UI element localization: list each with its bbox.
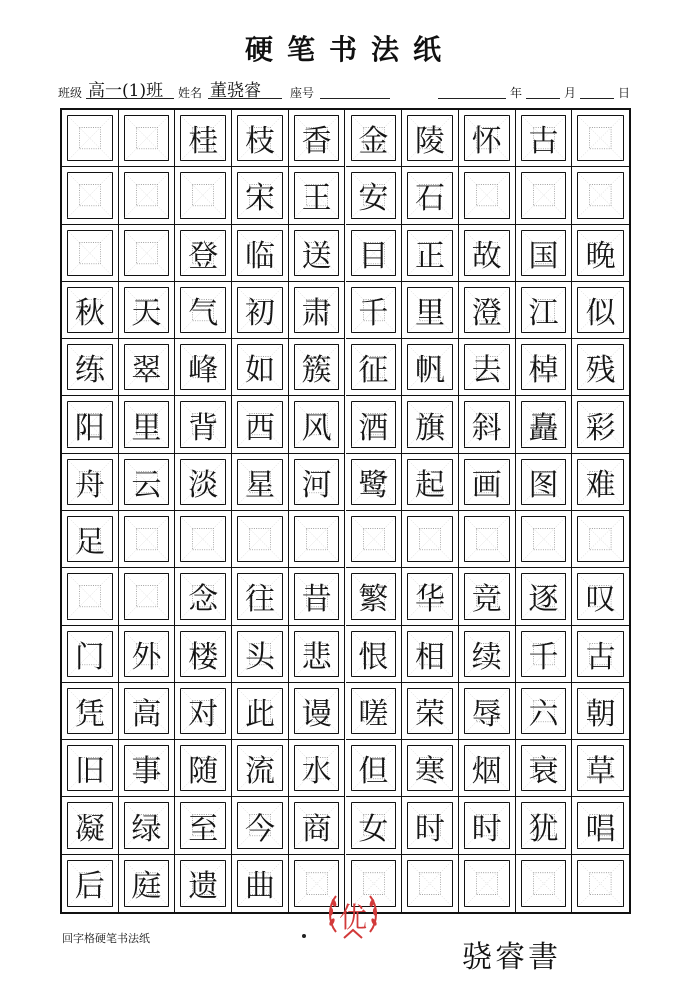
grid-cell: [402, 683, 459, 740]
grid-cell: [175, 396, 232, 453]
grid-character: 安: [358, 181, 389, 217]
grid-character: 商: [301, 811, 332, 847]
grid-character: 相: [415, 639, 446, 675]
grid-character: [516, 167, 572, 223]
grid-character: [119, 110, 175, 166]
grid-cell: [119, 282, 176, 339]
grid-cell: [516, 797, 573, 854]
grid-character: 悲: [301, 639, 332, 675]
grid-character: [119, 225, 175, 281]
grid-cell: [346, 797, 403, 854]
grid-cell: [516, 454, 573, 511]
grid-cell: [62, 167, 119, 224]
grid-character: 高: [131, 696, 162, 732]
grid-cell: [62, 225, 119, 282]
grid-character: 矗: [528, 410, 559, 446]
grid-cell: [232, 855, 289, 912]
grid-cell: [289, 683, 346, 740]
grid-cell: [62, 855, 119, 912]
grid-cell: [175, 797, 232, 854]
grid-character: 华: [415, 582, 446, 618]
grid-cell: [459, 740, 516, 797]
grid-cell: [402, 225, 459, 282]
grid-character: 念: [188, 582, 219, 618]
grid-cell: [346, 740, 403, 797]
grid-cell: [402, 396, 459, 453]
grid-cell: [289, 454, 346, 511]
grid-cell: [175, 740, 232, 797]
grid-character: [346, 511, 402, 567]
grid-cell: [119, 797, 176, 854]
grid-cell: [346, 225, 403, 282]
grid-character: 辱: [471, 696, 502, 732]
grid-character: 女: [358, 811, 389, 847]
grid-character: 叹: [585, 582, 616, 618]
grid-character: 鹭: [358, 467, 389, 503]
grid-character: 背: [188, 410, 219, 446]
grid-cell: [516, 511, 573, 568]
grid-cell: [346, 454, 403, 511]
grid-character: 时: [471, 811, 502, 847]
grid-cell: [572, 740, 629, 797]
grid-cell: [516, 568, 573, 625]
grid-cell: [572, 568, 629, 625]
grid-cell: [459, 797, 516, 854]
grid-character: 足: [74, 525, 105, 561]
grid-cell: [175, 683, 232, 740]
grid-cell: [516, 167, 573, 224]
grid-cell: [62, 282, 119, 339]
grid-character: 嗟: [358, 696, 389, 732]
grid-character: 对: [188, 696, 219, 732]
grid-cell: [62, 511, 119, 568]
grid-cell: [572, 110, 629, 167]
grid-cell: [346, 396, 403, 453]
grid-character: 后: [74, 869, 105, 905]
grid-character: [572, 110, 629, 166]
signature: 骁睿書: [462, 940, 561, 975]
grid-character: 风: [301, 410, 332, 446]
grid-character: 舟: [74, 467, 105, 503]
grid-cell: [402, 568, 459, 625]
grid-character: 外: [131, 639, 162, 675]
grid-character: 头: [244, 639, 275, 675]
grid-character: [232, 511, 288, 567]
grid-character: 繁: [358, 582, 389, 618]
grid-character: 正: [415, 238, 446, 274]
grid-character: [62, 167, 118, 223]
grid-cell: [346, 626, 403, 683]
grid-character: 去: [471, 353, 502, 389]
grid-cell: [232, 454, 289, 511]
grid-cell: [516, 339, 573, 396]
grid-character: 古: [528, 124, 559, 160]
day-underline: [580, 98, 614, 99]
grid-cell: [62, 683, 119, 740]
grid-cell: [572, 167, 629, 224]
grid-character: [62, 110, 118, 166]
month-label: 月: [564, 86, 577, 100]
grid-cell: [516, 683, 573, 740]
grid-character: 肃: [301, 295, 332, 331]
grid-character: 峰: [188, 353, 219, 389]
grid-cell: [62, 568, 119, 625]
grid-cell: [516, 282, 573, 339]
grid-character: 石: [415, 181, 446, 217]
grid-cell: [232, 396, 289, 453]
grid-character: 酒: [358, 410, 389, 446]
grid-character: 门: [74, 639, 105, 675]
grid-cell: [346, 282, 403, 339]
grid-character: 绿: [131, 811, 162, 847]
grid-cell: [62, 454, 119, 511]
grid-character: 唱: [585, 811, 616, 847]
grid-character: [459, 855, 515, 912]
grid-character: [175, 511, 231, 567]
grid-cell: [572, 511, 629, 568]
grid-cell: [175, 167, 232, 224]
grid-cell: [175, 454, 232, 511]
grid-cell: [62, 626, 119, 683]
grid-character: 秋: [74, 295, 105, 331]
grid-cell: [289, 511, 346, 568]
page-title: 硬笔书法纸: [244, 33, 455, 66]
name-label: 姓名: [178, 86, 203, 100]
grid-character: 送: [301, 238, 332, 274]
grid-cell: [289, 339, 346, 396]
grid-cell: [289, 568, 346, 625]
grid-cell: [459, 626, 516, 683]
grid-character: [516, 511, 572, 567]
grid-cell: [232, 339, 289, 396]
seat-label: 座号: [290, 86, 315, 100]
grid-character: 荣: [415, 696, 446, 732]
grid-character: 烟: [471, 754, 502, 790]
grid-cell: [119, 740, 176, 797]
month-underline: [526, 98, 560, 99]
grid-character: 云: [131, 467, 162, 503]
grid-cell: [175, 511, 232, 568]
grid-character: 淡: [188, 467, 219, 503]
grid-cell: [119, 110, 176, 167]
grid-character: 枝: [244, 124, 275, 160]
grid-cell: [175, 282, 232, 339]
grid-character: [289, 511, 345, 567]
grid-character: 江: [528, 295, 559, 331]
grid-cell: [402, 855, 459, 912]
grid-character: 往: [244, 582, 275, 618]
grid-cell: [62, 396, 119, 453]
grid-cell: [289, 167, 346, 224]
grid-cell: [232, 568, 289, 625]
grid-character: 水: [301, 754, 332, 790]
info-line: [58, 78, 632, 102]
grid-character: 昔: [301, 582, 332, 618]
grid-character: [572, 167, 629, 223]
grid-character: [62, 225, 118, 281]
grid-cell: [289, 740, 346, 797]
grid-cell: [62, 339, 119, 396]
grid-character: 但: [358, 754, 389, 790]
grid-cell: [346, 167, 403, 224]
grid-character: 竞: [471, 582, 502, 618]
grid-character: 旗: [415, 410, 446, 446]
grid-character: [119, 568, 175, 624]
grid-cell: [516, 225, 573, 282]
grid-character: 棹: [528, 353, 559, 389]
grid-character: 故: [471, 238, 502, 274]
grid-cell: [572, 797, 629, 854]
grid-cell: [289, 797, 346, 854]
grid-character: 王: [301, 181, 332, 217]
grid-character: 金: [358, 124, 389, 160]
grid-cell: [402, 110, 459, 167]
grid-character: [402, 855, 458, 912]
grid-cell: [175, 339, 232, 396]
grid-cell: [175, 855, 232, 912]
grid-character: 斜: [471, 410, 502, 446]
grid-character: 曲: [244, 869, 275, 905]
grade-seal: [322, 884, 384, 946]
grid-character: 草: [585, 754, 616, 790]
class-value: 高一(1)班: [88, 81, 164, 101]
grid-character: [119, 167, 175, 223]
grid-character: 图: [528, 467, 559, 503]
grid-character: [572, 511, 629, 567]
grid-character: 画: [471, 467, 502, 503]
dot-mark: [302, 934, 306, 938]
grid-character: 簇: [301, 353, 332, 389]
grid-cell: [459, 282, 516, 339]
grid-cell: [459, 454, 516, 511]
grid-character: 如: [244, 353, 275, 389]
grid-character: 随: [188, 754, 219, 790]
grid-character: 千: [358, 295, 389, 331]
grid-character: 犹: [528, 811, 559, 847]
grid-character: 彩: [585, 410, 616, 446]
grid-character: [572, 855, 629, 912]
grid-cell: [346, 339, 403, 396]
grid-cell: [346, 568, 403, 625]
grid-character: 征: [358, 353, 389, 389]
grid-character: 时: [415, 811, 446, 847]
grid-character: 阳: [74, 410, 105, 446]
grid-character: 至: [188, 811, 219, 847]
grid-cell: [175, 626, 232, 683]
grid-cell: [289, 110, 346, 167]
grid-cell: [516, 626, 573, 683]
grid-cell: [402, 511, 459, 568]
grid-cell: [459, 683, 516, 740]
grid-cell: [459, 339, 516, 396]
grid-cell: [232, 740, 289, 797]
grid-character: 庭: [131, 869, 162, 905]
grid-cell: [62, 110, 119, 167]
grid-character: [459, 511, 515, 567]
grid-cell: [232, 167, 289, 224]
grid-character: 里: [131, 410, 162, 446]
grid-cell: [232, 797, 289, 854]
grid-cell: [175, 110, 232, 167]
grid-character: 恨: [358, 639, 389, 675]
grid-cell: [232, 626, 289, 683]
grid-cell: [119, 568, 176, 625]
grid-character: 衰: [528, 754, 559, 790]
grid-cell: [516, 110, 573, 167]
grid-cell: [346, 683, 403, 740]
seat-underline: [320, 98, 390, 99]
grid-character: 气: [188, 295, 219, 331]
grid-cell: [572, 683, 629, 740]
class-label: 班级: [58, 86, 83, 100]
grid-character: 里: [415, 295, 446, 331]
grid-character: 帆: [415, 353, 446, 389]
writing-grid: [60, 108, 631, 914]
grid-cell: [459, 511, 516, 568]
grid-character: 旧: [74, 754, 105, 790]
grid-cell: [402, 626, 459, 683]
grid-character: 登: [188, 238, 219, 274]
grid-character: [175, 167, 231, 223]
grid-character: 怀: [471, 124, 502, 160]
grid-character: 古: [585, 639, 616, 675]
grid-character: [516, 855, 572, 912]
grid-cell: [119, 855, 176, 912]
grid-cell: [119, 683, 176, 740]
grid-character: 天: [131, 295, 162, 331]
grid-cell: [459, 855, 516, 912]
grid-cell: [62, 740, 119, 797]
year-label: 年: [510, 86, 523, 100]
grid-character: 宋: [244, 181, 275, 217]
grid-cell: [572, 855, 629, 912]
name-underline: [208, 98, 282, 99]
grid-character: 澄: [471, 295, 502, 331]
grid-cell: [289, 225, 346, 282]
grid-cell: [346, 110, 403, 167]
grid-character: 翠: [131, 353, 162, 389]
grid-character: 楼: [188, 639, 219, 675]
grid-character: 似: [585, 295, 616, 331]
grid-character: 星: [244, 467, 275, 503]
grid-character: 国: [528, 238, 559, 274]
grid-character: 桂: [188, 124, 219, 160]
grid-character: 事: [131, 754, 162, 790]
grid-character: 此: [244, 696, 275, 732]
grid-character: [62, 568, 118, 624]
grid-cell: [402, 282, 459, 339]
grid-cell: [516, 855, 573, 912]
grid-cell: [289, 282, 346, 339]
grid-cell: [572, 454, 629, 511]
grid-character: 初: [244, 295, 275, 331]
grid-cell: [232, 683, 289, 740]
class-underline: [86, 98, 174, 99]
day-label: 日: [618, 86, 631, 100]
grid-cell: [175, 225, 232, 282]
grid-cell: [516, 396, 573, 453]
grid-character: 流: [244, 754, 275, 790]
grid-cell: [62, 797, 119, 854]
grid-character: 目: [358, 238, 389, 274]
grid-character: 续: [471, 639, 502, 675]
grid-character: 朝: [585, 696, 616, 732]
grid-character: 千: [528, 639, 559, 675]
grid-cell: [232, 110, 289, 167]
grid-character: 六: [528, 696, 559, 732]
grid-cell: [572, 225, 629, 282]
grid-cell: [459, 110, 516, 167]
grid-character: 残: [585, 353, 616, 389]
grid-cell: [402, 167, 459, 224]
grid-cell: [516, 740, 573, 797]
grid-character: 逐: [528, 582, 559, 618]
grid-cell: [572, 282, 629, 339]
grid-character: 西: [244, 410, 275, 446]
grid-cell: [232, 282, 289, 339]
grid-character: 晚: [585, 238, 616, 274]
grid-cell: [232, 511, 289, 568]
grid-cell: [119, 396, 176, 453]
grid-cell: [402, 454, 459, 511]
grid-character: [119, 511, 175, 567]
grid-cell: [289, 396, 346, 453]
grid-cell: [119, 626, 176, 683]
grid-cell: [119, 454, 176, 511]
grid-cell: [119, 511, 176, 568]
grid-cell: [119, 167, 176, 224]
grid-character: 寒: [415, 754, 446, 790]
grid-character: [402, 511, 458, 567]
grid-cell: [289, 626, 346, 683]
grid-cell: [119, 339, 176, 396]
grid-character: 凭: [74, 696, 105, 732]
paper-label: 回字格硬笔书法纸: [62, 932, 150, 945]
grid-character: [459, 167, 515, 223]
name-value: 董骁睿: [210, 81, 261, 101]
grid-cell: [402, 740, 459, 797]
date-underline: [438, 98, 506, 99]
grid-character: 临: [244, 238, 275, 274]
grid-character: 凝: [74, 811, 105, 847]
grid-cell: [232, 225, 289, 282]
grid-character: 起: [415, 467, 446, 503]
grid-character: 难: [585, 467, 616, 503]
grid-character: 谩: [301, 696, 332, 732]
grid-cell: [402, 797, 459, 854]
seal-text: 优: [338, 901, 367, 934]
grid-cell: [572, 339, 629, 396]
grid-cell: [572, 396, 629, 453]
grid-character: 陵: [415, 124, 446, 160]
grid-character: 香: [301, 124, 332, 160]
grid-cell: [459, 225, 516, 282]
grid-character: 河: [301, 467, 332, 503]
grid-cell: [459, 568, 516, 625]
grid-cell: [119, 225, 176, 282]
grid-cell: [402, 339, 459, 396]
grid-character: 练: [74, 353, 105, 389]
grid-cell: [459, 396, 516, 453]
grid-cell: [459, 167, 516, 224]
grid-character: 今: [244, 811, 275, 847]
grid-character: 遗: [188, 869, 219, 905]
grid-cell: [346, 511, 403, 568]
grid-cell: [572, 626, 629, 683]
grid-cell: [175, 568, 232, 625]
